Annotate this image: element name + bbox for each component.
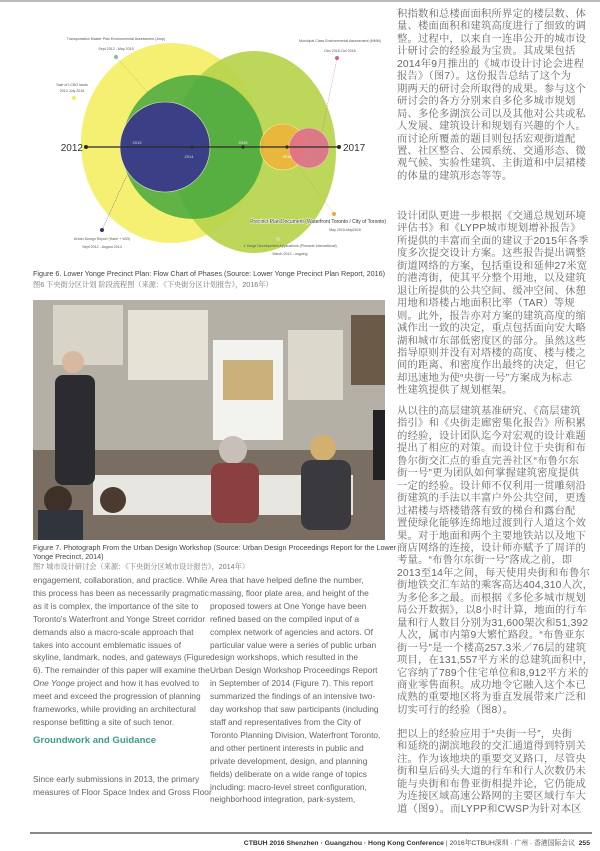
text-line: 研讨会的各方分别来自多伦多城市规划	[397, 96, 576, 108]
footer-separator: |	[445, 840, 448, 847]
chinese-paragraph-1	[397, 9, 586, 183]
text-line: as it is complex, the importance of the site to	[33, 600, 199, 611]
text-line: 商店网络的连接，设计师亦赋予了周详的	[397, 542, 586, 554]
text-line: 街一号”更为团队如何掌握建筑密度提供	[397, 468, 580, 480]
text-line: 街建筑的手法以丰富户外公共空间，更透	[397, 493, 586, 505]
label-municipal-name: Municipal Class Environmental Assessment (MMM)	[299, 39, 381, 43]
text-line: 却迅速地为使“央街一号”方案成为标志	[397, 372, 573, 384]
text-line: 从以往的高层建筑基准研究、《高层建筑	[397, 406, 581, 417]
footer-conference: CTBUH 2016 Shenzhen · Guangzhou · Hong Kong Conference	[243, 840, 444, 847]
text-line: skyline, landmark, nodes, and gateways (Figure	[33, 652, 211, 663]
text-line: takes into account emblematic issues of	[33, 639, 182, 650]
text-line: 指引》和《央街走廊密集化报告》所积累	[397, 418, 586, 430]
text-line: 而讨论所覆盖的题目则包括宏观街道配	[397, 133, 576, 145]
figure-7-caption-cn: 图7 城市设计研讨会（来源：《下央街分区城市设计报告》，2014年）	[33, 562, 250, 571]
text-line: 街道网络的方案，包括重设和延伸27米宽	[397, 260, 588, 272]
text-line: staff and representatives from the City of	[210, 716, 361, 727]
text-line: 提出了相应的对策。而设计位于央街和布	[397, 443, 586, 455]
text-line: 设计团队更进一步根据《交通总规划环境	[397, 211, 586, 222]
text-line: 果。对于地面和两个主要地铁站以及地下	[397, 530, 586, 542]
text-line: proposed towers at One Yonge have been	[210, 600, 367, 611]
figure-7-caption-line-2: Yonge Precinct, 2014)	[33, 552, 104, 561]
text-line: 2014年9月推出的《城市设计讨论会进程	[397, 58, 585, 70]
label-lcbo-period: 2012-July 2016	[59, 89, 85, 93]
dot-urban-design	[100, 228, 104, 232]
timeline-dot-2014	[190, 145, 193, 148]
text-line: frameworks, while providing an architectural	[33, 704, 196, 715]
text-line: this process has been as necessarily pragmatic	[33, 587, 209, 598]
text-line: 局公开数据》，以8小时计算，地面的行车	[397, 605, 587, 617]
text-line: 减作出一致的决定，重点包括面向安大略	[397, 323, 586, 335]
english-left-column-continued	[33, 773, 212, 799]
english-right-column	[210, 574, 380, 806]
dot-development	[276, 237, 280, 241]
text-line: design workshops, which resulted in the	[210, 652, 359, 663]
year-label-2013: 2013	[132, 140, 142, 145]
text-line: particular value were a series of public urban	[210, 639, 377, 650]
figure-7-caption-line-1: Figure 7. Photograph From the Urban Design Workshop (Source: Urban Design Proceedings Report for the Lower	[33, 543, 397, 552]
year-label-2016: 2016	[282, 154, 292, 159]
section-heading: Groundwork and Guidance	[33, 735, 157, 746]
timeline-end-dot	[337, 145, 341, 149]
text-line: 则。此外，报告亦对方案的建筑高度的缩	[397, 310, 586, 322]
label-lcbo-name: Sale of LCBO lands	[56, 83, 88, 87]
text-line: 积指数和总楼面面积所界定的楼层数、体	[397, 9, 586, 20]
text-line: 人发展、建筑设计和规划有兴趣的个人。	[397, 121, 586, 133]
text-line: private development, design, and planning	[210, 755, 368, 766]
figure-6-phase-chart	[0, 0, 390, 265]
english-left-column	[33, 574, 210, 729]
page-number: 255	[578, 840, 590, 847]
label-urban-design-name: Urban Design Report (Hariri + WZI)	[73, 237, 131, 241]
text-line: 6). The remainder of this paper will examine the	[33, 665, 210, 676]
text-line: engagement, collaboration, and practice. While	[33, 575, 208, 585]
label-precinct-period: May 2015-May2016	[329, 228, 361, 232]
label-development-period: March 2013 - ongoing	[272, 252, 308, 256]
label-development-name: 1 Yonge Development Applications (Pinnacle International)	[243, 244, 337, 248]
label-transportation-period: Sept 2012 - May 2015	[98, 47, 134, 51]
text-line: 人次，属市内第9大繁忙路段。“布鲁亚东	[397, 630, 586, 642]
phase-municipal-ea	[289, 128, 329, 168]
label-municipal-period: Dec 2015-Oct 2016	[324, 49, 356, 53]
text-line: 退让所提供的公共空间、缓冲空间、休憩	[397, 285, 586, 297]
text-line: Toronto Planning Division, Waterfront Toronto,	[210, 729, 381, 740]
text-line: 置、社区整合、公园系统、交通形态、微	[397, 145, 586, 157]
timeline-start-dot	[84, 145, 88, 149]
text-line: 的港湾街，使其平分整个用地，以及建筑	[397, 273, 586, 285]
text-line: 街地铁交汇车站的乘客高达404,310人次，	[397, 580, 594, 592]
text-line: meet and exceed the progression of planning	[33, 691, 201, 702]
text-line: 切实可行的经验（图8）。	[397, 704, 514, 716]
figure-6-caption: Figure 6. Lower Yonge Precinct Plan: Flow Chart of Phases (Source: Lower Yonge Precinct Plan Report, 2016)	[33, 269, 385, 278]
figure-6-caption-cn: 图6 下央街分区计划 阶段流程图（来源：《下央街分区计划报告》，2016年）	[33, 280, 273, 289]
text-line: 过裙楼与塔楼错落有致的梯台和露台配	[397, 505, 576, 517]
label-precinct-name: Precinct Plan Document (Waterfront Toronto / City of Toronto)	[250, 219, 386, 225]
text-line: 评估书》和《LYPP城市规划增补报告》	[397, 223, 581, 235]
text-line: One Yonge project and how it has evolved to	[33, 678, 200, 689]
text-line: 街一号”是一个楼高257.3米／76层的建筑	[397, 642, 587, 654]
text-line: 街和皇后码头大道的行车和行人次数仍未	[397, 766, 586, 778]
timeline-end-label: 2017	[343, 143, 366, 154]
text-line: neighborhood integration, park-system,	[210, 794, 356, 805]
text-line: 的体量的建筑形态等等。	[397, 170, 513, 182]
label-urban-design-period: Sept 2012 - August 2014	[82, 245, 122, 249]
text-line: 整。过程中，以来自一连串公开的城市设	[397, 33, 586, 45]
text-line: 为多伦多之最。而根据《多伦多城市规划	[397, 592, 586, 604]
text-line: Area that have helped define the number,	[210, 575, 364, 585]
timeline-start-label: 2012	[60, 143, 83, 154]
text-line: 注。作为该地块的重要交叉路口，尽管央	[397, 753, 586, 765]
text-line: 湖和城市东部低密度区的部分。虽然这些	[397, 335, 586, 347]
text-line: 2013至14年之间，每天使用央街和布鲁尔	[397, 567, 591, 579]
text-line: 期两天的研讨会所取得的成果。参与这个	[397, 83, 586, 95]
text-line: 局、多伦多湖滨公司以及其他对公共或私	[397, 108, 586, 120]
text-line: 置使绿化能够连绵地过渡到行人道这个效	[397, 518, 586, 530]
text-line: fields) deliberate on a wide range of topics	[210, 768, 367, 779]
text-line: demands also a macro-scale approach that	[33, 626, 194, 637]
text-line: 报告》（图7）。这份报告总结了这个为	[397, 71, 572, 83]
text-line: 量和行人数目分别为31,600架次和51,392	[397, 617, 589, 629]
text-line: 商业零售面积。成功地令它融入这个本已	[397, 679, 586, 691]
text-line: 性建筑提供了规划框架。	[397, 385, 513, 397]
page-footer	[244, 837, 590, 847]
year-label-2015: 2015	[238, 140, 248, 145]
text-line: complex network of agencies and actors. Of	[210, 626, 373, 637]
label-transportation-name: Transportation Master Plan Environmental Assessment (Arup)	[66, 37, 166, 41]
text-line: 考量。“布鲁尔东街一号”落成之前，即	[397, 555, 573, 567]
text-line: in September of 2014 (Figure 7). This report	[210, 678, 374, 689]
text-line: 所提供的丰富而全面的建议于2015年各季	[397, 235, 589, 247]
text-line: Urban Design Workshop Proceedings Report	[210, 665, 378, 676]
text-line: including: macro-level street configuration,	[210, 781, 367, 792]
text-line: 项目，在131,557平方米的总建筑面积中，	[397, 655, 594, 667]
dot-municipal	[335, 56, 339, 60]
text-line: massing, floor plate area, and height of the	[210, 587, 369, 598]
text-line: 的经验，设计团队迄今对宏观的设计难题	[397, 430, 586, 442]
text-line: 能与央街和布鲁亚街相提并论，它仍能成	[397, 778, 586, 790]
text-line: 成熟的重要地区将为垂直发展带来广泛和	[397, 692, 586, 704]
text-line: 为连接区域高速公路网的主要区域行车大	[397, 791, 586, 803]
italic-project-name: One Yonge	[33, 678, 75, 689]
text-line: Toronto's Waterfront and Yonge Street corridor	[33, 613, 206, 624]
timeline-dot-2016	[285, 145, 288, 148]
text-line: refined based on the compiled input of a	[210, 613, 359, 624]
year-label-2014: 2014	[184, 154, 194, 159]
text-line: summarized the findings of an intensive two-	[210, 691, 376, 702]
text-line: 用地和塔楼占地面积比率（TAR）等规	[397, 298, 575, 310]
footer-conference-cn: 2016年CTBUH深圳 · 广州 · 香港国际会议	[449, 840, 575, 847]
text-line: Since early submissions in 2013, the primary	[33, 774, 200, 784]
text-line: and other pertinent interests in public and	[210, 742, 364, 753]
text-line: 间的距离、和密度作出最终的决定，但它	[397, 360, 586, 372]
chinese-paragraph-4	[397, 729, 586, 816]
text-line: response befitting a site of such tenor.	[33, 716, 175, 727]
text-line: measures of Floor Space Index and Gross Floor	[33, 786, 212, 797]
dot-precinct	[332, 212, 336, 216]
figure-7-workshop-photo	[33, 300, 385, 540]
chinese-paragraph-3	[397, 406, 593, 717]
text-line: 道（图9）。而LYPP和CWSP为针对本区	[397, 803, 582, 815]
text-line: 把以上的经验应用于“央街一号”，央街	[397, 729, 573, 740]
timeline-dot-2015	[241, 145, 244, 148]
text-line: 计研讨会的经验最为宝贵。其成果包括	[397, 46, 576, 58]
dot-lcbo	[72, 96, 76, 100]
footer-rule	[30, 832, 592, 834]
chinese-paragraph-2	[397, 211, 589, 398]
text-line: 鲁尔街交汇点的垂直完善社区“布鲁尔东	[397, 455, 580, 467]
text-line: 观气候、实验性建筑、主街道和中层裙楼	[397, 158, 586, 170]
text-line: 指导原则并没有对塔楼的高度、楼与楼之	[397, 347, 586, 359]
text-line: 一定的经验。设计师不仅利用一贯雕刻沿	[397, 480, 586, 492]
text-line: day workshop that saw participants (including	[210, 704, 379, 715]
text-line: 它容纳了789个住宅单位和8,912平方米的	[397, 667, 589, 679]
text-line: 度多次提交设计方案。这些报告提出调整	[397, 248, 586, 260]
text-line: 量、楼面面积和建筑高度进行了细致的调	[397, 21, 586, 33]
text-line: 和延绕的湖滨地段的交汇通道得到特别关	[397, 741, 586, 753]
dot-transportation	[114, 55, 118, 59]
